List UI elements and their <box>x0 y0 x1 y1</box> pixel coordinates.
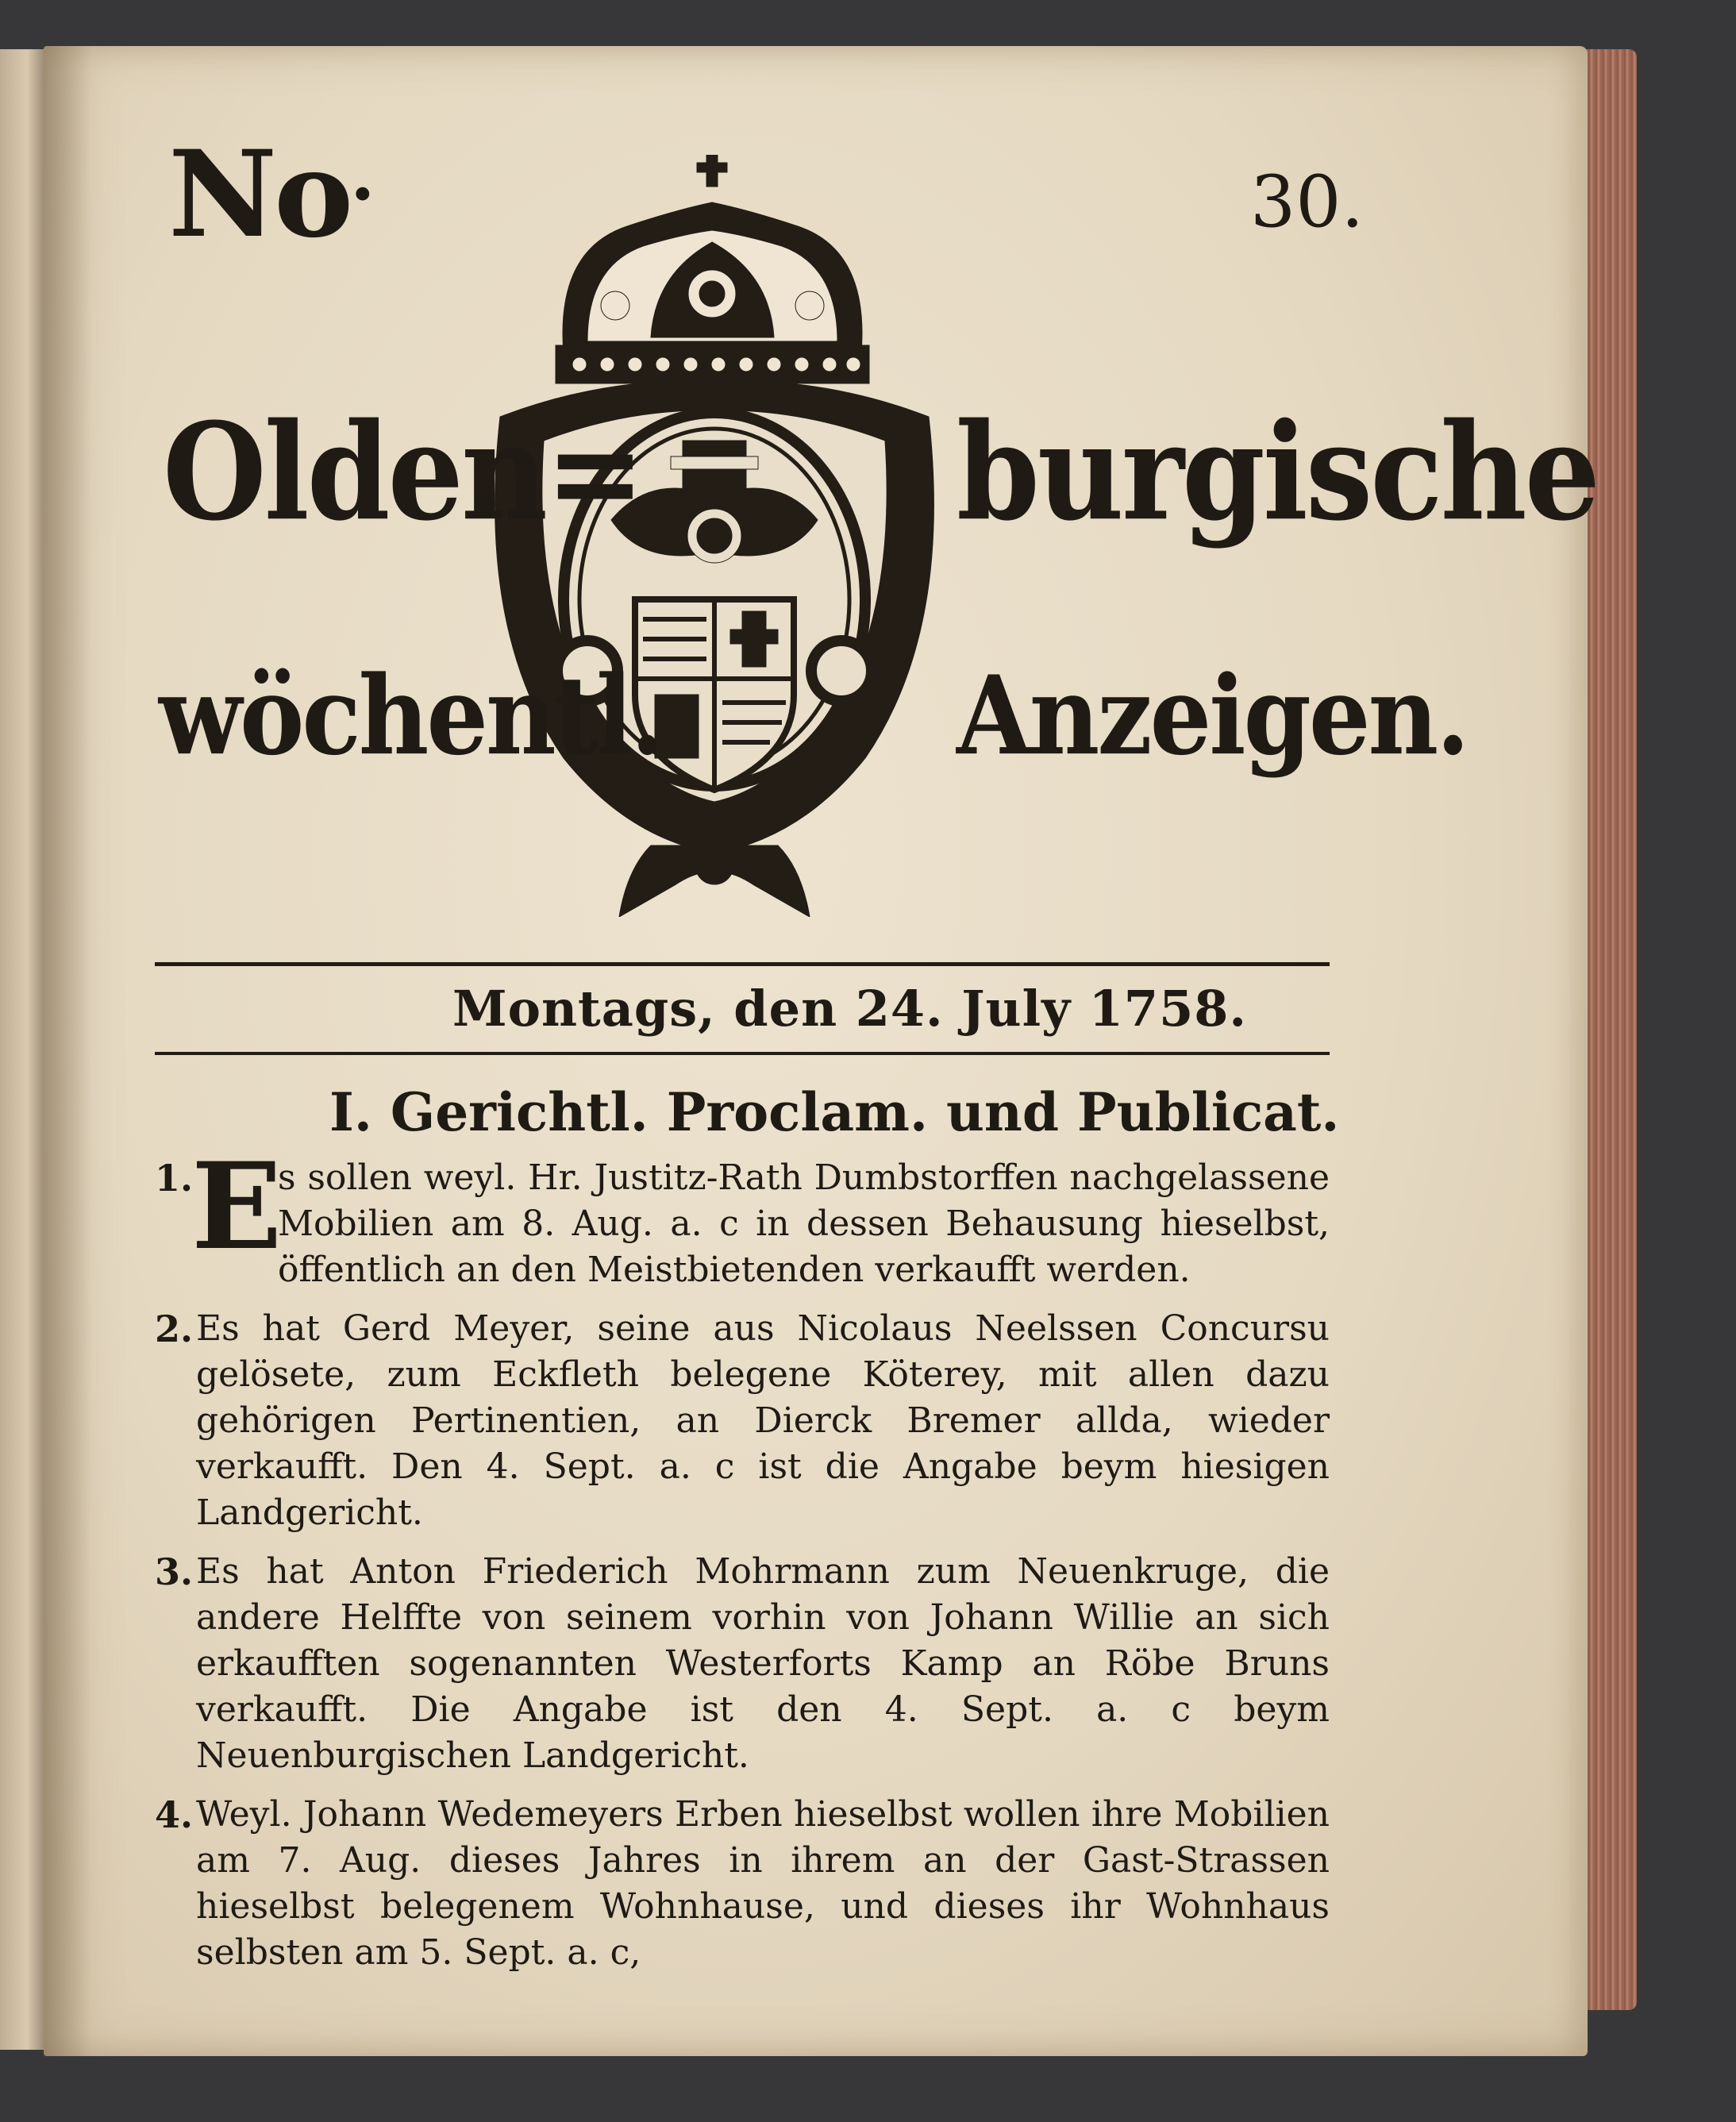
notice-number: 1. <box>155 1157 194 1200</box>
subtitle-left: wöchentl. <box>159 651 662 780</box>
notice-text: Es hat Gerd Meyer, seine aus Nicolaus Neelssen Concursu gelösete, zum Eckfleth belegene Köterey, mit allen dazu gehörigen Pertinentien, an Dierck Bremer allda, wieder verkaufft. Den 4. Sept. a. c ist die Angabe beym hiesigen Landgericht. <box>196 1308 1330 1533</box>
date-line: Montags, den 24. July 1758. <box>452 980 1247 1038</box>
notices-list <box>155 1137 1330 1989</box>
notice-item <box>155 1137 1330 1293</box>
section-heading: I. Gerichtl. Proclam. und Publicat. <box>329 1081 1340 1143</box>
notice-number: 3. <box>155 1550 194 1593</box>
notice-item <box>155 1792 1330 1976</box>
title-left: Olden= <box>163 394 643 551</box>
notice-item <box>155 1549 1330 1779</box>
facing-page-edge <box>0 49 49 2050</box>
notice-number: 2. <box>155 1307 194 1350</box>
notice-text: s sollen weyl. Hr. Justitz-Rath Dumbstorffen nachgelassene Mobilien am 8. Aug. a. c in dessen Behausung hieselbst, öffentlich an den Meistbietenden verkaufft werden. <box>278 1157 1330 1290</box>
notice-item <box>155 1306 1330 1536</box>
bottom-rule <box>155 1052 1330 1055</box>
issue-no-label: No. <box>168 125 372 264</box>
notice-number: 4. <box>155 1793 194 1836</box>
gutter-shadow <box>44 46 91 2056</box>
drop-cap: E <box>191 1137 283 1277</box>
notice-text: Weyl. Johann Wedemeyers Erben hieselbst wollen ihre Mobilien am 7. Aug. dieses Jahres in ihrem an der Gast-Strassen hieselbst belegenem Wohnhause, und dieses ihr Wohnhaus selbsten am 5. Sept. a. c, <box>196 1794 1330 1973</box>
page-block-edges <box>1580 49 1637 2010</box>
top-rule <box>155 962 1330 966</box>
subtitle-right: Anzeigen. <box>957 651 1468 780</box>
title-right: burgische <box>957 394 1599 551</box>
notice-text: Es hat Anton Friederich Mohrmann zum Neuenkruge, die andere Helffte von seinem vorhin von Johann Willie an sich erkaufften sogenannten Westerforts Kamp an Röbe Bruns verkaufft. Die Angabe ist den 4. Sept. a. c beym Neuenburgischen Landgericht. <box>196 1551 1330 1776</box>
issue-number: 30. <box>1250 160 1365 244</box>
